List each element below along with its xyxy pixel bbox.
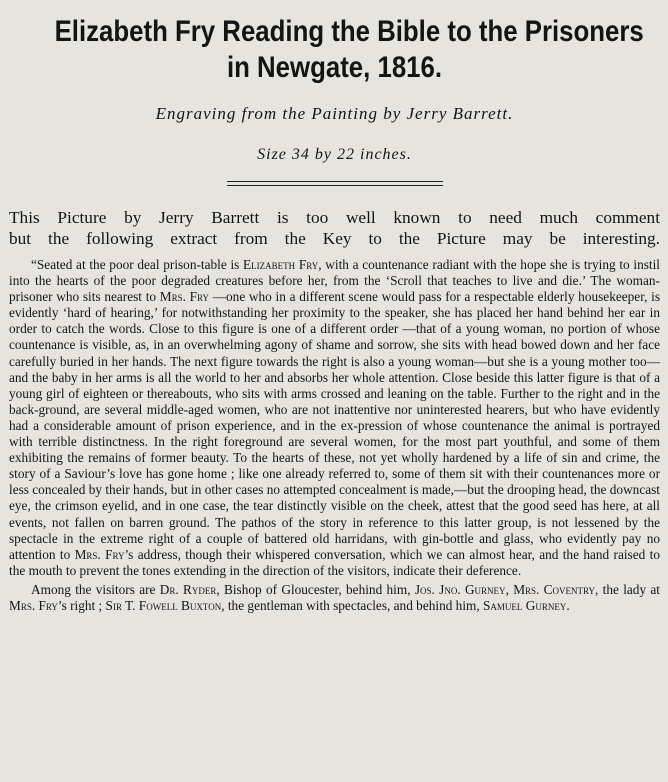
- visitors-paragraph: [9, 582, 660, 614]
- visitors-text: Among the visitors are: [31, 581, 160, 597]
- quote-text: , with a countenance radiant with the hope she is trying to instil into the hearts of the poor degraded creatures before her, from the ‘Scroll that teaches to live and die.’ The woman-prisoner who sits nearest to: [9, 257, 660, 305]
- name-mrs-fry: Mrs. Fry: [9, 597, 58, 613]
- quote-text: ’s address, though their whispered conversation, which we can almost hear, and the hand raised to the mouth to prevent the tones extending in the direction of the visitors, indicate their deference.: [9, 546, 660, 578]
- name-mrs-fry: Mrs. Fry: [159, 289, 210, 305]
- visitors-text: ,: [505, 581, 514, 597]
- rule-line-bottom: [227, 185, 443, 186]
- visitors-text: , Bishop of Gloucester, behind him,: [216, 581, 415, 597]
- rule-line-top: [227, 181, 443, 182]
- name-samuel-gurney: Samuel Gurney: [483, 597, 567, 613]
- size-caption: Size 34 by 22 inches.: [257, 146, 412, 163]
- name-mrs-fry: Mrs. Fry: [74, 546, 125, 562]
- intro-line-1: This Picture by Jerry Barrett is too well known to need much comment: [9, 208, 660, 227]
- quote-text: “Seated at the poor deal prison-table is: [31, 257, 244, 272]
- title-line-1: Elizabeth Fry Reading the Bible to the Prisoners: [54, 15, 644, 48]
- key-extract-paragraph: [9, 257, 660, 579]
- quote-text: —one who in a different scene would pass for a respectable elderly housekeeper, is evidently ‘hard of hearing,’ for notwithstanding her proximity to the speaker, she has placed her hand behind her ear in order to catch the words. Close to this figure is one of a different order —that of a young woman, no portion of whose countenance is visible, as, in an overwhelming agony of shame and sorrow, she sits with head bowed down and her face carefully buried in her hands. The next figure towards the right is also a young woman—but she is a young mother too—and the baby in her arms is all the world to her and absorbs her whole attention. Close beside this latter figure is that of a young girl of eighteen or thereabouts, who sits with arms crossed and leaning on the table. Further to the right and in the back-ground, are several middle-aged women, who are not inattentive nor uninterested hearers, but who have evidently had a considerable amount of prison experience, and in the ex-pression of whose countenance the animal is portrayed with terrible distinctness. In the right foreground are several women, for the most part youthful, and some of them exhibiting the remains of former beauty. To the hearts of these, not yet wholly hardened by a life of sin and crime, the story of a Saviour’s love has gone home ; like one already referred to, some of them sit with their countenances more or less concealed by their hands, but in other cases no attempted concealment is made,—but the drooping head, the downcast eye, the crimson eyelid, and in one case, the tear distinctly visible on the cheek, attest that the good seed has here, at all events, not fallen on barren ground. The pathos of the story in reference to this latter group, is not lessened by the spectacle in the extreme right of a couple of battered old harridans, with gin-bottle and glass, who evidently pay no attention to: [9, 289, 660, 562]
- visitors-text: , the lady at: [595, 581, 660, 597]
- name-sir-t-fowell-buxton: Sir T. Fowell Buxton: [105, 597, 222, 613]
- page-title: [54, 14, 644, 86]
- intro-line-2: but the following extract from the Key to the Picture may be interesting.: [9, 229, 660, 248]
- name-elizabeth-fry: Elizabeth Fry: [243, 257, 319, 272]
- visitors-text: , the gentleman with spectacles, and behind him,: [221, 597, 484, 613]
- visitors-text: ’s right ;: [57, 597, 106, 613]
- visitors-text: .: [566, 597, 570, 613]
- name-mrs-coventry: Mrs. Coventry: [513, 581, 596, 597]
- engraving-subtitle: Engraving from the Painting by Jerry Barrett.: [155, 104, 514, 123]
- title-line-2: in Newgate, 1816.: [226, 51, 443, 84]
- intro-paragraph: [9, 207, 660, 249]
- name-dr-ryder: Dr. Ryder: [159, 581, 217, 597]
- double-rule-divider: [227, 181, 443, 186]
- name-jos-jno-gurney: Jos. Jno. Gurney: [414, 581, 506, 597]
